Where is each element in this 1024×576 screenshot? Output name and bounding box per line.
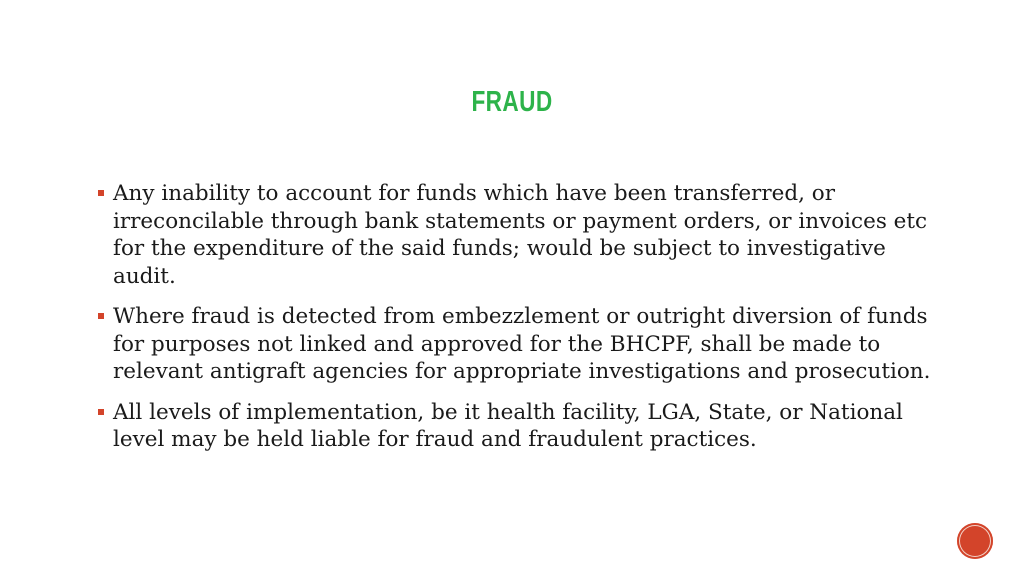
bullet-text: Any inability to account for funds which have been transferred, or irreconcilable through bank statements or payment orders, or invoices etc for the expenditure of the said funds; would be subject to investigative audit. <box>113 181 928 289</box>
bullet-item <box>98 303 934 386</box>
bullet-text: All levels of implementation, be it health facility, LGA, State, or National level may be held liable for fraud and fraudulent practices. <box>113 399 903 452</box>
bullet-list <box>98 180 934 467</box>
square-bullet-icon <box>98 190 104 196</box>
page-number-badge <box>957 523 993 559</box>
bullet-item <box>98 399 934 454</box>
bullet-text: Where fraud is detected from embezzlement or outright diversion of funds for purposes not linked and approved for the BHCPF, shall be made to relevant antigraft agencies for appropriate investigations and prosecution. <box>113 304 931 384</box>
square-bullet-icon <box>98 313 104 319</box>
square-bullet-icon <box>98 409 104 415</box>
slide-title: FRAUD <box>471 86 553 118</box>
bullet-item <box>98 180 934 290</box>
